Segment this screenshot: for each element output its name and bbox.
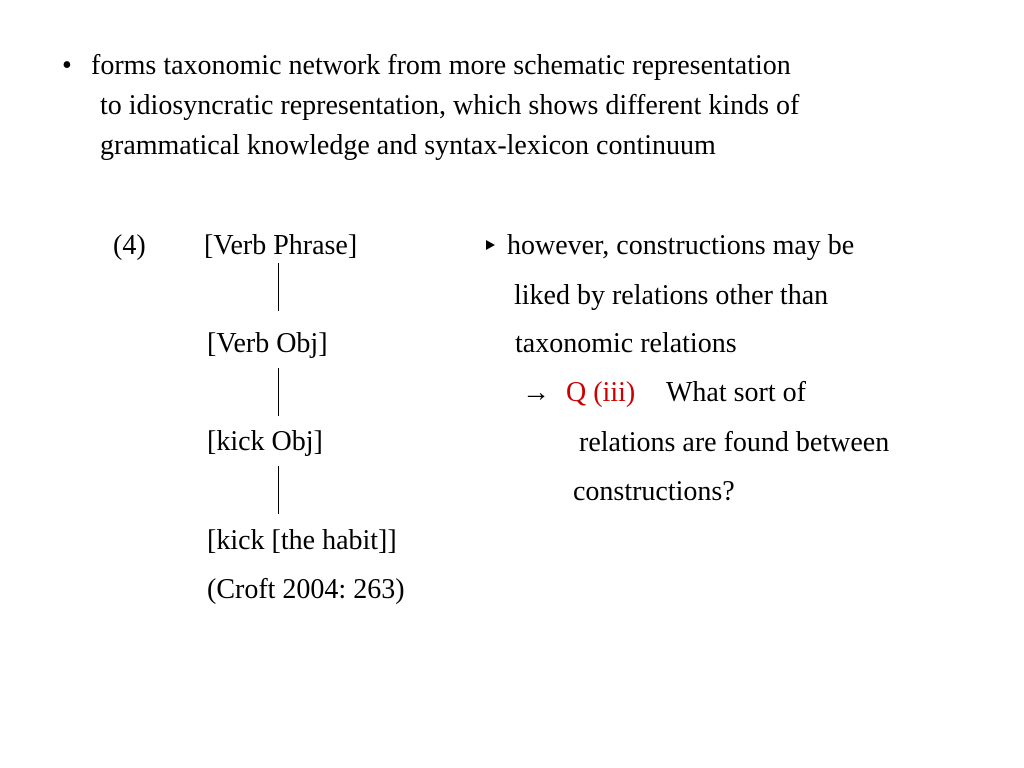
- bullet-line-3: grammatical knowledge and syntax-lexicon continuum: [100, 130, 716, 161]
- hierarchy-level-3: [kick Obj]: [207, 426, 323, 457]
- example-number: (4): [113, 230, 146, 261]
- triangle-bullet-icon: [486, 240, 495, 250]
- question-line-3: constructions?: [573, 476, 735, 507]
- bullet-line-2: to idiosyncratic representation, which shows different kinds of: [100, 90, 800, 121]
- hierarchy-connector-1: [278, 263, 279, 311]
- hierarchy-connector-3: [278, 466, 279, 514]
- note-line-3: taxonomic relations: [515, 328, 737, 359]
- hierarchy-level-4: [kick [the habit]]: [207, 525, 397, 556]
- hierarchy-level-1: [Verb Phrase]: [204, 230, 358, 261]
- citation: (Croft 2004: 263): [207, 574, 405, 605]
- arrow-icon: →: [522, 377, 550, 408]
- question-line-2: relations are found between: [579, 427, 890, 458]
- bullet-marker: •: [62, 50, 72, 81]
- question-line-1: What sort of: [666, 377, 806, 408]
- question-label: Q (iii): [566, 377, 636, 408]
- hierarchy-connector-2: [278, 368, 279, 416]
- note-line-1: however, constructions may be: [507, 230, 855, 261]
- note-line-2: liked by relations other than: [514, 280, 829, 311]
- bullet-line-1: forms taxonomic network from more schematic representation: [91, 50, 791, 81]
- hierarchy-level-2: [Verb Obj]: [207, 328, 328, 359]
